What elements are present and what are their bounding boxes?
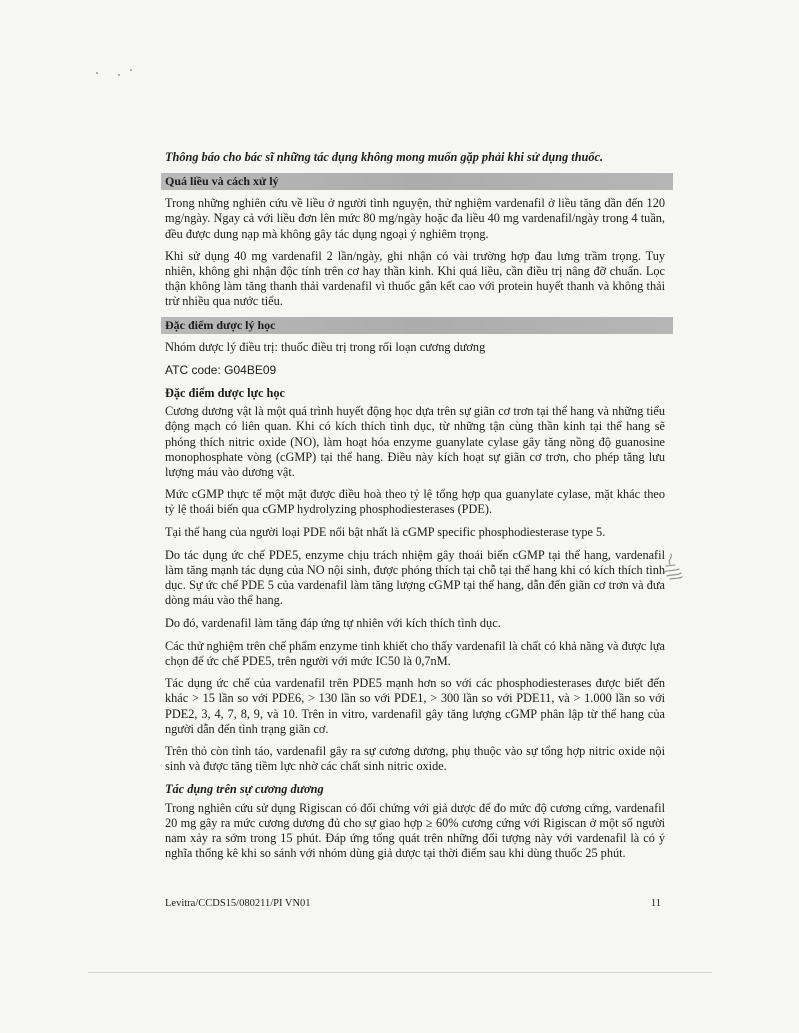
pharmacodynamics-paragraph-4: Do tác dụng ức chế PDE5, enzyme chịu trách nhiệm gây thoái biến cGMP tại thể hang, vardenafil làm tăng mạnh tác dụng của NO nội sinh, được phóng thích tại chỗ tại thể hang khi có kích thích tình dục. Sự ức chế PDE 5 của vardenafil làm tăng lượng cGMP tại thể hang, dẫn đến giãn cơ trơn và đưa dòng máu vào thể hang.: [165, 547, 665, 608]
section-header-overdose: Quá liều và cách xử lý: [161, 173, 673, 190]
scan-edge-line: [88, 972, 712, 973]
pharmacodynamics-paragraph-6: Các thử nghiệm trên chế phẩm enzyme tinh khiết cho thấy vardenafil là chất có khả năng và được lựa chọn để ức chế PDE5, trên người với mức IC50 là 0,7nM.: [165, 638, 665, 669]
page-number: 11: [650, 898, 661, 909]
pharmacodynamics-paragraph-2: Mức cGMP thực tế một mặt được điều hoà theo tỷ lệ tổng hợp qua guanylate cylase, mặt khác theo tỷ lệ thoái biến qua cGMP hydrolyzing phosphodiesterases (PDE).: [165, 487, 665, 517]
pharmacodynamics-title: Đặc điểm dược lực học: [165, 386, 285, 401]
pharmacodynamics-paragraph-1: Cương dương vật là một quá trình huyết động học dựa trên sự giãn cơ trơn tại thể hang và những tiểu động mạch có liên quan. Khi có kích thích tình dục, từ những tận cùng thần kinh tại thể hang sẽ phóng thích nitric oxide (NO), làm hoạt hóa enzyme guanylate cylase gây tăng nồng độ guanosine monophosphate vòng (cGMP) tại thể hang. Điều này kích hoạt sự giãn cơ trơn, cho phép tăng lưu lượng máu vào dương vật.: [165, 404, 665, 480]
intro-note: Thông báo cho bác sĩ những tác dụng không mong muốn gặp phải khi sử dụng thuốc.: [165, 150, 604, 164]
pharmacodynamics-paragraph-5: Do đó, vardenafil làm tăng đáp ứng tự nhiên với kích thích tình dục.: [165, 615, 501, 630]
therapeutic-group: Nhóm dược lý điều trị: thuốc điều trị trong rối loạn cương dương: [165, 339, 486, 354]
section-header-pharmacology: Đặc điểm dược lý học: [161, 317, 673, 334]
overdose-paragraph-1: Trong những nghiên cứu về liều ở người tình nguyện, thử nghiệm vardenafil ở liều tăng dần đến 120 mg/ngày. Ngay cả với liều đơn lên mức 80 mg/ngày hoặc đa liều 40 mg vardenafil/ngày trong 4 tuần, đều được dung nạp mà không gây tác dụng ngoại ý nghiêm trọng.: [165, 196, 665, 241]
pharmacodynamics-paragraph-7: Tác dụng ức chế của vardenafil trên PDE5 mạnh hơn so với các phosphodiesterases được biết đến khác > 15 lần so với PDE6, > 130 lần so với PDE1, > 300 lần so với PDE11, và > 1.000 lần so với PDE2, 3, 4, 7, 8, 9, và 10. Trên in vitro, vardenafil gây tăng lượng cGMP phân lập từ thể hang của người dẫn đến tình trạng giãn cơ.: [165, 676, 665, 736]
erection-effect-title: Tác dụng trên sự cương dương: [165, 781, 324, 796]
scan-specks: [96, 66, 156, 80]
handwritten-margin-mark: [657, 552, 685, 584]
pharmacodynamics-paragraph-3: Tại thể hang của người loại PDE nổi bật nhất là cGMP specific phosphodiesterase type 5.: [165, 524, 606, 539]
overdose-paragraph-2: Khi sử dụng 40 mg vardenafil 2 lần/ngày, ghi nhận có vài trường hợp đau lưng trầm trọng. Tuy nhiên, không ghi nhận độc tính trên cơ hay thần kinh. Khi quá liều, cần điều trị nâng đỡ chuẩn. Lọc thận không làm tăng thanh thải vardenafil vì thuốc gắn kết cao với protein huyết thanh và không thải trừ nhiều qua nước tiểu.: [165, 248, 665, 309]
document-body: [165, 150, 665, 869]
erection-effect-paragraph: Trong nghiên cứu sử dụng Rigiscan có đối chứng với giả dược để đo mức độ cương cứng, vardenafil 20 mg gây ra mức cương dương đủ cho sự giao hợp ≥ 60% cương cứng với Rigiscan ở một số người nam xảy ra sớm trong 15 phút. Đáp ứng tổng quát trên những đối tượng này với vardenafil là có ý nghĩa thống kê khi so sánh với nhóm dùng giả dược tại thời điểm sau khi dùng thuốc 25 phút.: [165, 800, 665, 861]
atc-code: ATC code: G04BE09: [165, 362, 277, 377]
document-code: Levitra/CCDS15/080211/PI VN01: [165, 898, 311, 909]
page-footer: [165, 898, 661, 909]
pharmacodynamics-paragraph-8: Trên thỏ còn tỉnh táo, vardenafil gây ra sự cương dương, phụ thuộc vào sự tổng hợp nitric oxide nội sinh và được tăng tiềm lực nhờ các chất sinh nitric oxide.: [165, 744, 665, 774]
